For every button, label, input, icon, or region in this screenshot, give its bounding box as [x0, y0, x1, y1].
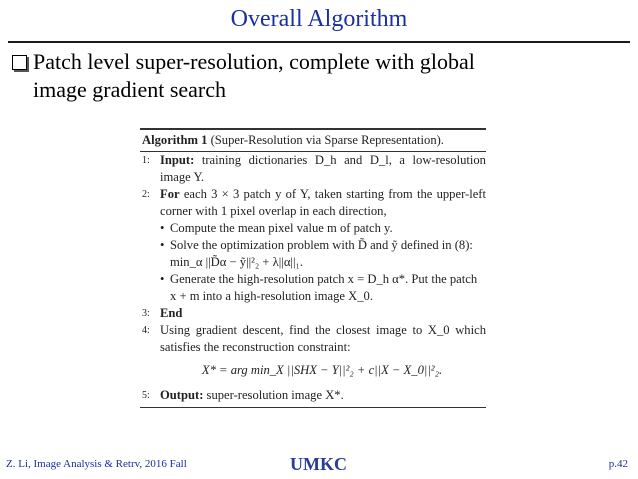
- algorithm-substep-2: • Solve the optimization problem with D̃ and ỹ defined in (8): min_α ||D̃α − ỹ||²₂ + λ||α||₁.: [160, 237, 473, 269]
- algorithm-header-text: (Super-Resolution via Sparse Representation).: [210, 132, 444, 147]
- algorithm-step-4: 4: Using gradient descent, find the closest image to X_0 which satisfies the reconstruction constraint:: [142, 322, 486, 354]
- title-divider: [8, 41, 630, 43]
- algorithm-box: [140, 128, 486, 408]
- algorithm-step-5: 5: Output: super-resolution image X*.: [142, 387, 344, 402]
- algorithm-bottom-rule: [140, 407, 486, 408]
- algorithm-step-2: 2: For each 3 × 3 patch y of Y, taken starting from the upper-left corner with 1 pixel overlap in each direction,: [142, 186, 486, 218]
- bullet-dot-icon: •: [160, 271, 165, 286]
- slide-title: Overall Algorithm: [230, 6, 408, 32]
- bullet-dot-icon: •: [160, 220, 165, 235]
- page-number: p.42: [608, 458, 628, 470]
- footer-course: Z. Li, Image Analysis & Retrv, 2016 Fall: [6, 458, 187, 470]
- bullet-line-1: Patch level super-resolution, complete with global: [33, 49, 475, 74]
- algorithm-step-1: 1: Input: training dictionaries D_h and D_l, a low-resolution image Y.: [142, 152, 486, 184]
- bullet-dot-icon: •: [160, 237, 165, 252]
- bullet-point: [12, 48, 612, 104]
- algorithm-substep-3: • Generate the high-resolution patch x = D_h α*. Put the patch x + m into a high-resolution image X_0.: [160, 271, 478, 303]
- algorithm-step-3: 3: End: [142, 305, 183, 320]
- algorithm-header-bold: Algorithm 1: [142, 132, 208, 147]
- bullet-line-2: image gradient search: [33, 77, 227, 102]
- algorithm-substep-1: • Compute the mean pixel value m of patch y.: [160, 220, 393, 235]
- algorithm-header: [140, 130, 486, 151]
- umkc-logo: UMKC: [290, 454, 347, 474]
- checkbox-bullet-icon: [12, 55, 27, 70]
- reconstruction-equation: X* = arg min_X ||SHX − Y||²₂ + c||X − X_0||²₂.: [201, 362, 443, 377]
